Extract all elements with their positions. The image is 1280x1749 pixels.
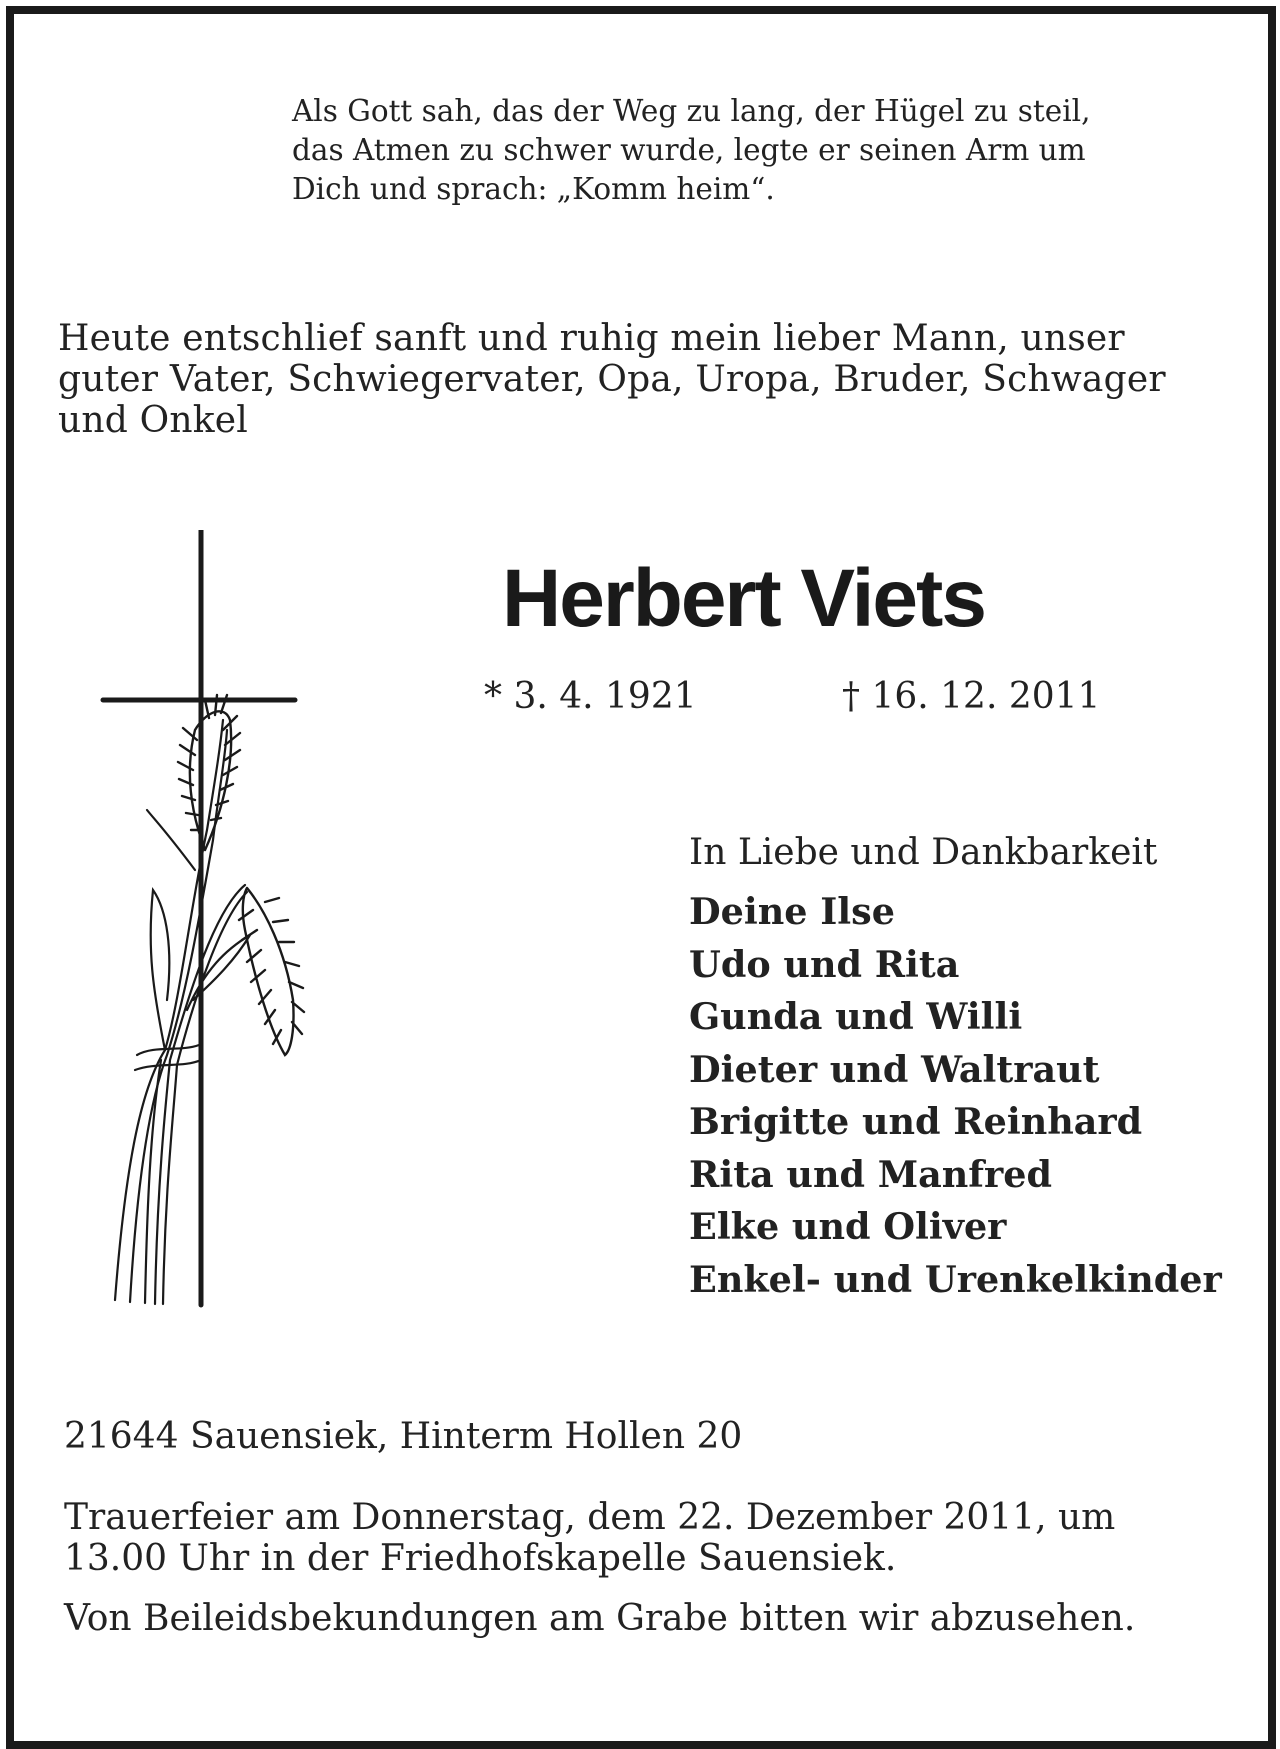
- mourner-name: Dieter und Waltraut: [689, 1047, 1100, 1091]
- mourner-name: Enkel- und Urenkelkinder: [689, 1257, 1222, 1301]
- announcement-line: Heute entschlief sanft und ruhig mein lieber Mann, unser: [58, 318, 1125, 359]
- mourner-name: Udo und Rita: [689, 942, 960, 986]
- ceremony-line: 13.00 Uhr in der Friedhofskapelle Sauensiek.: [64, 1538, 897, 1579]
- mourner-name: Gunda und Willi: [689, 995, 1023, 1038]
- birth-date: * 3. 4. 1921: [484, 676, 697, 717]
- deceased-name: Herbert Viets: [502, 553, 985, 644]
- address: 21644 Sauensiek, Hinterm Hollen 20: [64, 1416, 743, 1457]
- announcement-line: guter Vater, Schwiegervater, Opa, Uropa, Bruder, Schwager: [58, 359, 1166, 400]
- mourners-list: [689, 886, 1222, 1306]
- mourner-name: Brigitte und Reinhard: [689, 1100, 1143, 1143]
- opening-quote: [292, 92, 1091, 209]
- cross-with-wheat-icon: [95, 530, 335, 1310]
- ceremony-info: [64, 1497, 1115, 1579]
- closing-note: Von Beileidsbekundungen am Grabe bitten wir abzusehen.: [64, 1598, 1136, 1639]
- mourner-name: Elke und Oliver: [689, 1205, 1007, 1248]
- announcement-line: und Onkel: [58, 400, 248, 441]
- mourner-name: Deine Ilse: [689, 890, 895, 933]
- announcement-text: [58, 318, 1166, 441]
- death-date: † 16. 12. 2011: [842, 676, 1101, 717]
- quote-line: Dich und sprach: „Komm heim“.: [292, 172, 775, 206]
- quote-line: Als Gott sah, das der Weg zu lang, der Hügel zu steil,: [292, 94, 1091, 128]
- ceremony-line: Trauerfeier am Donnerstag, dem 22. Dezember 2011, um: [64, 1497, 1116, 1538]
- mourner-name: Rita und Manfred: [689, 1152, 1052, 1196]
- thanks-line: In Liebe und Dankbarkeit: [689, 832, 1158, 873]
- quote-line: das Atmen zu schwer wurde, legte er seinen Arm um: [292, 133, 1086, 167]
